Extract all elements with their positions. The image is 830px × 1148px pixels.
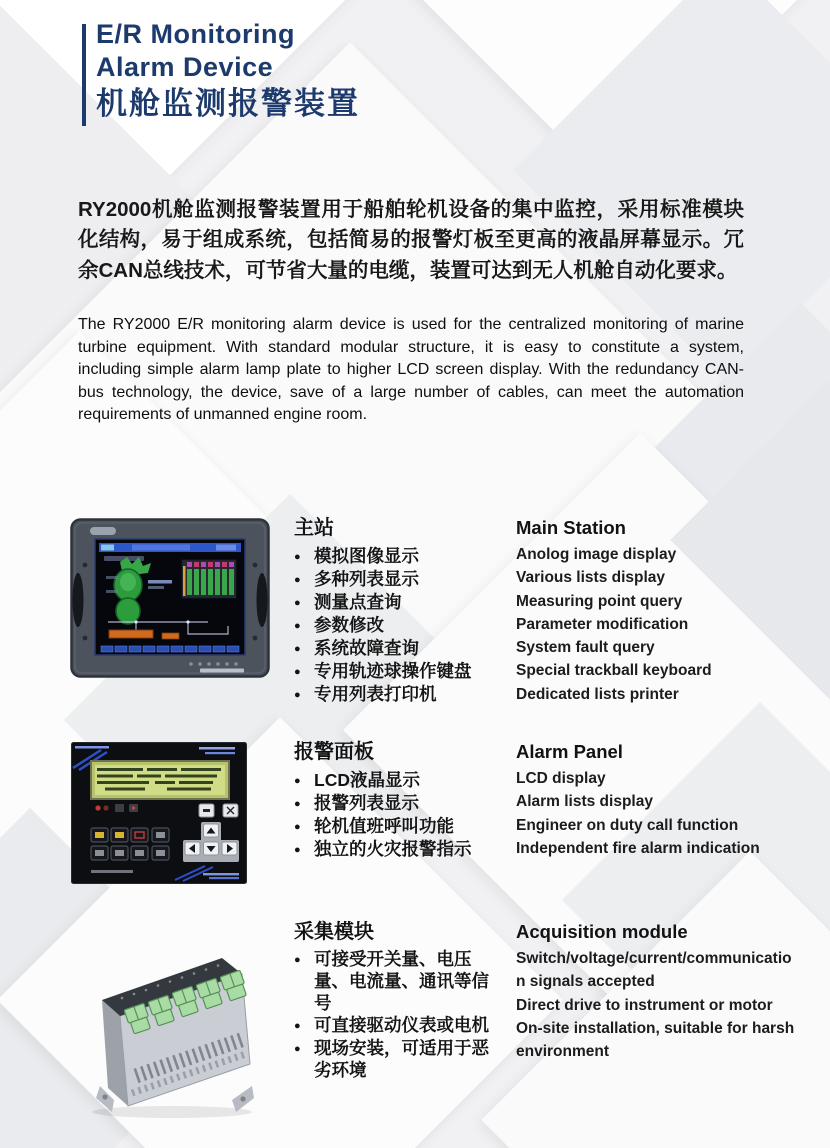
feature-item-zh [294,1038,492,1082]
feature-item-en: Engineer on duty call function [516,816,739,834]
intro-paragraph-zh: RY2000机舱监测报警装置用于船舶轮机设备的集中监控，采用标准模块化结构，易于组成系统，包括简易的报警灯板至更高的液晶屏幕显示。冗余CAN总线技术，可节省大量的电缆，装置可达到无人机舱自动化要求。 [78,197,744,282]
bullet-icon: ● [294,689,301,701]
feature-text: 独立的火灾报警指示 [314,839,472,859]
feature-item-zh [294,568,508,591]
bullet-icon: ● [294,844,301,856]
bullet-icon: ● [294,574,301,586]
feature-text: 模拟图像显示 [314,546,419,566]
title-en-line1: E/R Monitoring [96,19,295,49]
feature-text: 专用列表打印机 [314,684,437,704]
title-en-line2: Alarm Device [96,52,274,82]
acquisition-en-column [516,920,798,1063]
feature-item-en: LCD display [516,770,606,787]
feature-item-en: On-site installation, suitable for harsh environment [516,1019,795,1061]
main-station-en-column [516,516,798,706]
feature-text: 可直接驱动仪表或电机 [314,1015,489,1036]
feature-item-en: Parameter modification [516,615,689,633]
feature-text: 测量点查询 [314,592,402,612]
feature-item-en: Various lists display [516,569,666,587]
section-title-en: Main Station [516,517,626,538]
section-alarm-panel [0,740,830,900]
feature-text: LCD液晶显示 [314,770,420,790]
feature-text: 专用轨迹球操作键盘 [314,661,472,681]
bullet-icon: ● [294,1020,301,1033]
feature-text: 现场安装，可适用于恶劣环境 [314,1038,489,1080]
feature-item-zh [294,769,508,792]
monitor-illustration [70,518,270,684]
bullet-icon: ● [294,1043,301,1056]
feature-text: 报警列表显示 [314,793,419,813]
feature-item-zh [294,591,508,614]
bullet-icon: ● [294,597,301,609]
feature-text: 可接受开关量、电压量、电流量、通讯等信号 [314,949,489,1013]
main-station-monitor-image [70,518,270,689]
feature-item-zh [294,545,508,568]
feature-item-en: Direct drive to instrument or motor [516,996,773,1014]
page-title [96,18,360,124]
feature-text: 多种列表显示 [314,569,419,589]
feature-item-en: Switch/voltage/current/communication signals accepted [516,950,792,991]
section-title-zh: 采集模块 [294,921,374,943]
bullet-icon: ● [294,798,301,810]
bullet-icon: ● [294,775,301,787]
feature-item-en: Alarm lists display [516,793,653,811]
feature-item-zh [294,614,508,637]
feature-item-en: Special trackball keyboard [516,662,712,680]
acquisition-module-image [74,936,264,1127]
bullet-icon: ● [294,620,301,632]
feature-item-zh [294,637,508,660]
intro-paragraph-en: The RY2000 E/R monitoring alarm device is used for the centralized monitoring of marine turbine equipment. With standard modular structure, it is easy to constitute a system, including simple alarm lamp plate to higher LCD screen display. With the redundancy CAN-bus technology, the device, save of a large number of cables, can meet the automation requirements of unmanned engine room. [78,316,744,424]
section-acquisition-module [0,920,830,1130]
section-title-en: Alarm Panel [516,741,623,762]
section-title-zh: 报警面板 [294,741,374,763]
alarm-panel-illustration [71,742,247,884]
feature-item-zh [294,815,508,838]
section-title-en: Acquisition module [516,921,688,942]
feature-item-zh [294,792,508,815]
feature-item-en: Measuring point query [516,592,683,610]
acquisition-module-illustration [74,936,264,1122]
alarm-panel-zh-column [294,740,508,861]
section-main-station [0,516,830,726]
feature-item-en: System fault query [516,639,655,657]
title-accent-bar [82,24,86,126]
bullet-icon: ● [294,954,301,966]
feature-item-zh [294,949,492,1014]
feature-item-zh [294,1015,492,1037]
bullet-icon: ● [294,666,301,678]
section-title-zh: 主站 [294,517,334,539]
bullet-icon: ● [294,551,301,563]
feature-item-en: Dedicated lists printer [516,685,679,703]
feature-text: 参数修改 [314,615,384,635]
feature-item-en: Independent fire alarm indication [516,839,760,857]
alarm-panel-en-column [516,740,798,860]
bullet-icon: ● [294,821,301,833]
feature-text: 轮机值班呼叫功能 [314,816,454,836]
title-zh: 机舱监测报警装置 [96,86,360,121]
feature-text: 系统故障查询 [314,638,419,658]
main-station-zh-column [294,516,508,706]
feature-item-zh [294,838,508,861]
feature-item-zh [294,683,508,706]
bullet-icon: ● [294,643,301,655]
feature-item-en: Anolog image display [516,546,677,563]
acquisition-zh-column [294,920,492,1083]
feature-item-zh [294,660,508,683]
alarm-panel-image [71,742,247,889]
